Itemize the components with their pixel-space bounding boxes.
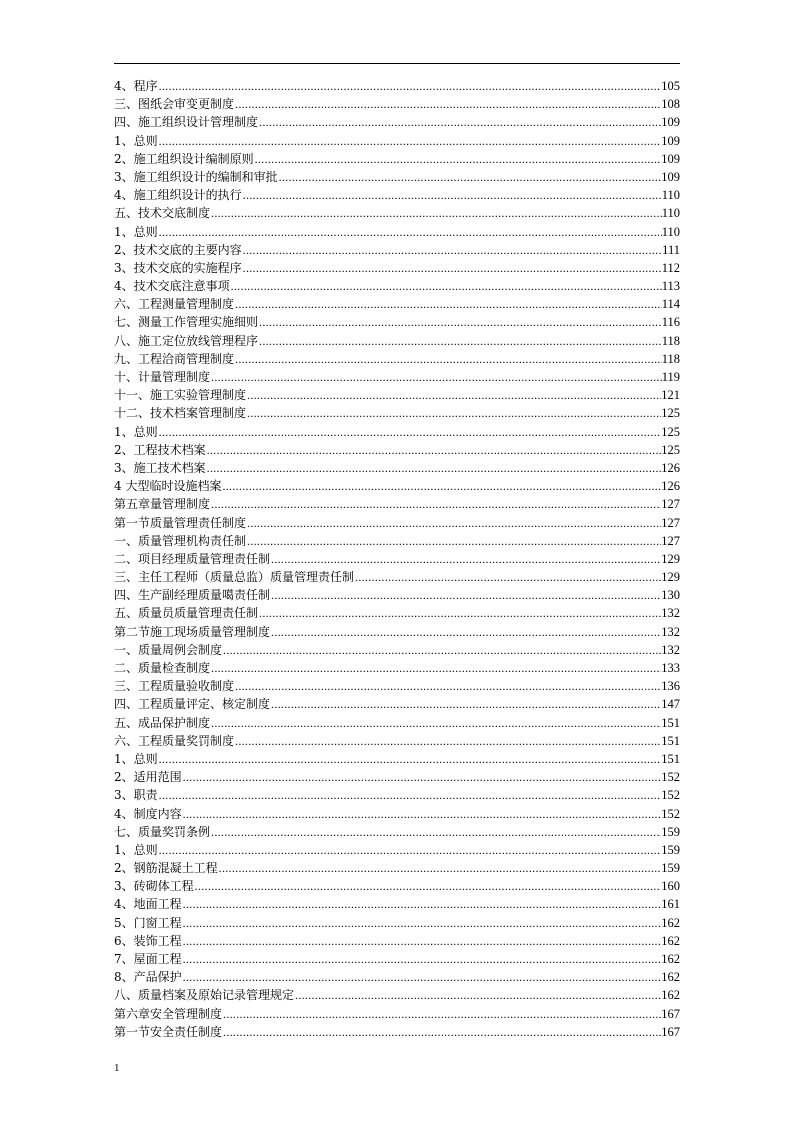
toc-entry-title: 三、图纸会审变更制度 [114,97,235,112]
toc-entry[interactable] [114,532,680,550]
toc-dot-leader [234,95,661,113]
toc-dot-leader [230,277,662,295]
toc-entry-title: 七、质量奖罚条例 [114,824,211,839]
toc-entry-title: 2、施工组织设计编制原则 [114,151,254,166]
toc-entry-title: 十、计量管理制度 [114,370,211,384]
toc-entry-page: 121 [661,388,680,403]
toc-entry[interactable] [114,459,680,477]
toc-entry-page: 161 [661,897,680,912]
toc-entry-title: 十二、技术档案管理制度 [114,406,247,421]
toc-dot-leader [182,914,662,932]
toc-entry-page: 119 [661,370,680,384]
toc-entry[interactable] [114,986,680,1004]
toc-entry[interactable] [114,841,680,859]
toc-entry[interactable] [114,77,680,95]
toc-entry-title: 一、质量管理机构责任制 [114,533,247,548]
toc-entry[interactable] [114,732,680,750]
toc-dot-leader [158,132,662,150]
toc-dot-leader [158,423,662,441]
toc-entry-title: 4 大型临时设施档案 [114,479,222,494]
toc-dot-leader [242,259,662,277]
toc-entry[interactable] [114,950,680,968]
toc-entry-page: 108 [661,97,680,112]
toc-entry[interactable] [114,168,680,186]
toc-entry-title: 二、项目经理质量管理责任制 [114,551,271,566]
toc-entry[interactable] [114,113,680,131]
toc-entry[interactable] [114,586,680,604]
toc-entry[interactable] [114,514,680,532]
toc-entry-title: 五、技术交底制度 [114,206,211,221]
toc-entry[interactable] [114,223,680,241]
toc-entry[interactable] [114,277,680,295]
toc-entry-page: 162 [661,915,680,930]
toc-entry-title: 4、地面工程 [114,897,182,912]
toc-entry-page: 152 [661,770,680,785]
toc-entry-page: 118 [661,333,680,348]
toc-entry-title: 2、钢筋混凝土工程 [114,861,218,876]
toc-entry-title: 五、质量员质量管理责任制 [114,606,259,621]
toc-entry-title: 3、施工技术档案 [114,460,206,475]
toc-dot-leader [270,623,661,641]
toc-dot-leader [246,514,661,532]
toc-entry[interactable] [114,1005,680,1023]
toc-entry-title: 4、程序 [114,79,158,93]
toc-dot-leader [182,768,662,786]
toc-entry-title: 4、施工组织设计的执行 [114,188,242,203]
toc-entry[interactable] [114,877,680,895]
toc-dot-leader [258,332,662,350]
toc-entry-title: 3、施工组织设计的编制和审批 [114,169,278,184]
toc-entry-title: 四、工程质量评定、核定制度 [114,697,271,712]
toc-entry[interactable] [114,823,680,841]
toc-dot-leader [158,750,662,768]
toc-entry-page: 159 [661,824,680,839]
toc-entry-title: 六、工程质量奖罚制度 [114,733,235,748]
toc-entry-title: 7、屋面工程 [114,952,182,966]
toc-entry-page: 125 [661,406,680,421]
toc-entry-title: 1、总则 [114,224,158,239]
toc-dot-leader [294,986,661,1004]
toc-dot-leader [270,695,661,713]
toc-entry[interactable] [114,313,680,331]
toc-entry-page: 112 [661,260,680,275]
toc-entry-title: 1、总则 [114,133,158,148]
toc-dot-leader [242,186,662,204]
toc-entry-page: 113 [661,279,680,294]
toc-entry-page: 125 [661,424,680,439]
toc-entry-title: 1、总则 [114,424,158,439]
toc-entry-page: 147 [661,697,680,712]
toc-dot-leader [246,404,661,422]
toc-entry[interactable] [114,604,680,622]
toc-dot-leader [182,950,662,968]
toc-entry-title: 三、主任工程师（质量总监）质量管理责任制 [114,570,355,585]
toc-entry-page: 126 [661,479,680,494]
toc-entry[interactable] [114,750,680,768]
toc-entry[interactable] [114,550,680,568]
header-rule [114,63,680,64]
toc-entry-title: 8、产品保护 [114,970,182,985]
toc-entry[interactable] [114,404,680,422]
toc-entry-page: 159 [661,861,680,876]
toc-entry-page: 129 [661,570,680,585]
toc-entry-page: 159 [661,842,680,857]
toc-entry-page: 109 [661,151,680,166]
toc-entry-page: 162 [661,952,680,966]
toc-entry[interactable] [114,659,680,677]
toc-entry-page: 125 [661,442,680,457]
toc-entry[interactable] [114,441,680,459]
toc-entry-page: 167 [661,1006,680,1021]
toc-dot-leader [221,477,661,495]
toc-entry-title: 2、工程技术档案 [114,442,206,457]
toc-entry[interactable] [114,259,680,277]
toc-entry-title: 二、质量检查制度 [114,661,211,675]
toc-dot-leader [270,586,661,604]
toc-entry[interactable] [114,714,680,732]
toc-entry[interactable] [114,623,680,641]
toc-entry-page: 114 [661,297,680,312]
toc-dot-leader [278,168,662,186]
toc-dot-leader [194,877,662,895]
toc-entry-title: 3、砖砌体工程 [114,879,194,894]
toc-dot-leader [182,805,662,823]
toc-entry-page: 109 [661,169,680,184]
toc-dot-leader [210,204,662,222]
toc-entry-page: 127 [661,515,680,530]
toc-dot-leader [234,350,662,368]
toc-dot-leader [158,841,662,859]
toc-dot-leader [210,714,661,732]
toc-entry-page: 136 [661,679,680,694]
toc-dot-leader [258,313,662,331]
toc-entry-page: 132 [661,606,680,621]
toc-dot-leader [210,368,662,386]
footer-page-number: 1 [114,1062,120,1074]
toc-dot-leader [354,568,661,586]
toc-dot-leader [258,113,661,131]
toc-entry-title: 第五章量管理制度 [114,497,211,512]
toc-entry-title: 3、职责 [114,788,158,803]
toc-entry-title: 3、技术交底的实施程序 [114,260,242,275]
toc-entry-title: 4、制度内容 [114,806,182,821]
toc-entry-title: 五、成品保护制度 [114,715,211,730]
toc-entry-page: 126 [661,460,680,475]
toc-entry-title: 第一节安全责任制度 [114,1024,223,1039]
toc-dot-leader [234,295,662,313]
toc-entry-page: 118 [661,351,680,366]
toc-entry-page: 127 [661,497,680,512]
toc-dot-leader [234,732,661,750]
toc-entry[interactable] [114,332,680,350]
toc-entry-page: 133 [661,661,680,675]
toc-entry-page: 109 [661,133,680,148]
toc-entry-page: 109 [661,115,680,130]
toc-entry[interactable] [114,95,680,113]
toc-entry-title: 六、工程测量管理制度 [114,297,235,312]
toc-entry-title: 第一节质量管理责任制度 [114,515,247,530]
toc-entry-page: 162 [661,988,680,1003]
toc-entry[interactable] [114,914,680,932]
toc-entry[interactable] [114,768,680,786]
toc-dot-leader [258,604,661,622]
toc-entry-title: 第二节施工现场质量管理制度 [114,624,271,639]
toc-entry-page: 151 [661,751,680,766]
toc-entry[interactable] [114,805,680,823]
toc-dot-leader [270,550,661,568]
toc-entry-page: 116 [661,315,680,330]
toc-entry-page: 160 [661,879,680,894]
toc-dot-leader [182,932,662,950]
toc-entry-page: 162 [661,933,680,948]
toc-entry-page: 152 [661,806,680,821]
toc-entry-page: 110 [661,224,680,239]
toc-dot-leader [158,786,662,804]
toc-dot-leader [206,441,662,459]
toc-entry[interactable] [114,968,680,986]
toc-entry-page: 167 [661,1024,680,1039]
toc-entry-title: 4、技术交底注意事项 [114,279,230,294]
toc-entry-page: 152 [661,788,680,803]
toc-entry[interactable] [114,477,680,495]
toc-entry-page: 151 [661,715,680,730]
toc-dot-leader [222,641,661,659]
toc-dot-leader [222,1023,661,1041]
toc-dot-leader [210,823,661,841]
toc-entry[interactable] [114,932,680,950]
toc-entry-title: 1、总则 [114,751,158,766]
toc-dot-leader [246,532,661,550]
toc-entry-page: 132 [661,624,680,639]
toc-dot-leader [182,968,662,986]
toc-dot-leader [206,459,662,477]
toc-entry[interactable] [114,386,680,404]
toc-entry-title: 七、测量工作管理实施细则 [114,315,259,330]
toc-dot-leader [246,386,661,404]
toc-entry[interactable] [114,641,680,659]
toc-entry[interactable] [114,1023,680,1041]
toc-entry[interactable] [114,677,680,695]
toc-dot-leader [222,1005,661,1023]
toc-entry-title: 5、门窗工程 [114,915,182,930]
toc-entry[interactable] [114,695,680,713]
toc-entry[interactable] [114,295,680,313]
toc-entry-page: 127 [661,533,680,548]
toc-entry-title: 九、工程洽商管理制度 [114,351,235,366]
toc-entry-page: 129 [661,551,680,566]
toc-entry-page: 110 [661,206,680,221]
toc-entry-title: 一、质量周例会制度 [114,642,223,657]
toc-entry-page: 130 [661,588,680,603]
toc-entry[interactable] [114,241,680,259]
toc-entry[interactable] [114,895,680,913]
toc-entry[interactable] [114,132,680,150]
toc-entry-title: 十一、施工实验管理制度 [114,388,247,403]
toc-dot-leader [254,150,662,168]
toc-dot-leader [210,495,661,513]
toc-entry-page: 111 [662,242,680,257]
toc-entry-title: 1、总则 [114,842,158,857]
toc-entry-page: 162 [661,970,680,985]
toc-entry-page: 110 [661,188,680,203]
toc-entry-title: 八、施工定位放线管理程序 [114,333,259,348]
toc-dot-leader [210,659,661,677]
toc-dot-leader [234,677,661,695]
toc-entry-title: 2、技术交底的主要内容 [114,242,242,257]
toc-entry[interactable] [114,204,680,222]
toc-dot-leader [158,77,662,95]
toc-entry[interactable] [114,350,680,368]
toc-entry-title: 四、生产副经理质量噶责任制 [114,588,271,603]
table-of-contents [114,77,680,1041]
toc-entry-title: 6、装饰工程 [114,933,182,948]
toc-entry-title: 第六章安全管理制度 [114,1006,223,1021]
toc-entry[interactable] [114,786,680,804]
toc-entry[interactable] [114,186,680,204]
toc-entry-title: 2、适用范围 [114,770,182,785]
toc-dot-leader [158,223,662,241]
toc-entry[interactable] [114,368,680,386]
toc-entry[interactable] [114,568,680,586]
toc-entry[interactable] [114,495,680,513]
toc-entry-title: 四、施工组织设计管理制度 [114,115,259,130]
toc-entry[interactable] [114,150,680,168]
toc-entry[interactable] [114,859,680,877]
toc-entry-page: 132 [661,642,680,657]
toc-dot-leader [218,859,662,877]
toc-entry-title: 三、工程质量验收制度 [114,679,235,694]
toc-entry[interactable] [114,423,680,441]
toc-entry-title: 八、质量档案及原始记录管理规定 [114,988,295,1003]
toc-entry-page: 151 [661,733,680,748]
toc-dot-leader [182,895,662,913]
toc-entry-page: 105 [661,79,680,93]
toc-dot-leader [242,241,663,259]
